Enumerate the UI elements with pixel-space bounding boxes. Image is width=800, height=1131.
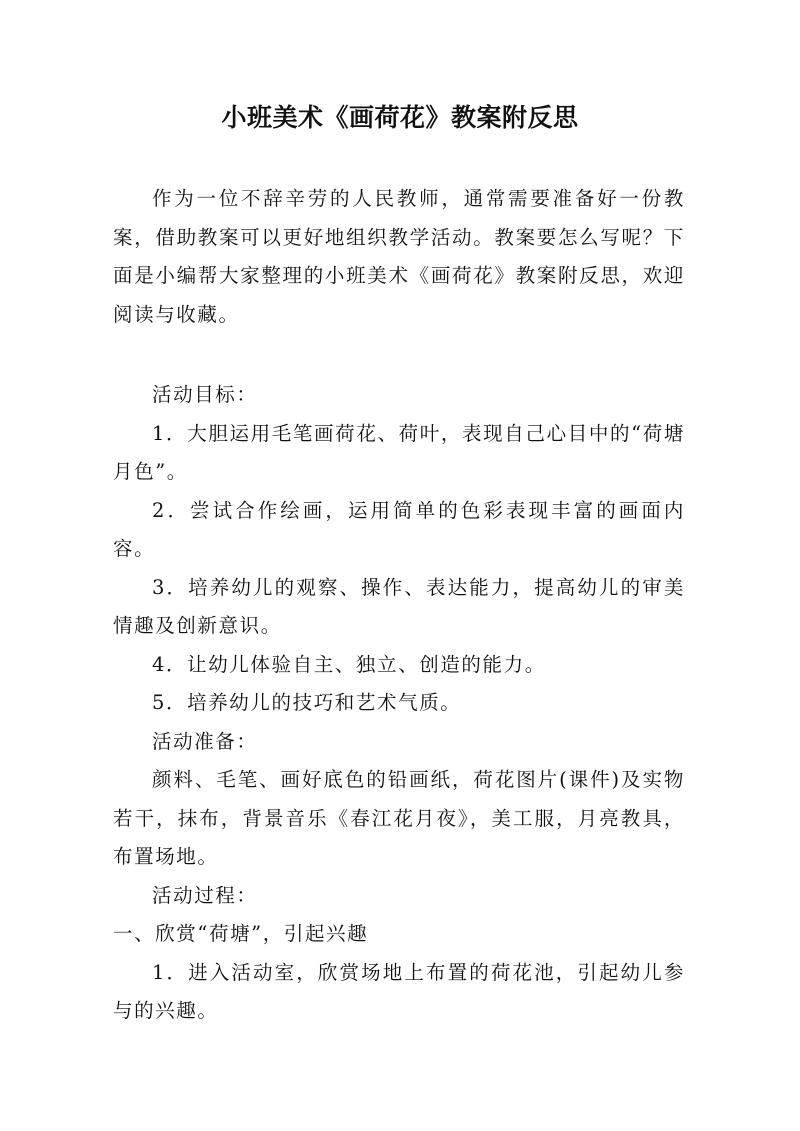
document-title: 小班美术《画荷花》教案附反思	[221, 103, 579, 132]
goal-item: 4．让幼儿体验自主、独立、创造的能力。	[152, 652, 546, 676]
goals-heading: 活动目标：	[152, 383, 258, 406]
prep-paragraph: 颜料、毛笔、画好底色的铅画纸，荷花图片(课件)及实物若干，抹布，背景音乐《春江花月夜》，美工服，月亮教具，布置场地。	[113, 768, 685, 868]
goal-item: 1．大胆运用毛笔画荷花、荷叶，表现自己心目中的“荷塘月色”。	[113, 421, 685, 483]
goal-item: 5．培养幼儿的技巧和艺术气质。	[152, 691, 462, 714]
document-body	[113, 180, 685, 1031]
process-heading: 活动过程：	[152, 883, 258, 907]
prep-heading: 活动准备：	[152, 729, 258, 753]
goal-item: 2．尝试合作绘画，运用简单的色彩表现丰富的画面内容。	[113, 498, 685, 560]
section-heading: 一、欣赏“荷塘”，引起兴趣	[113, 922, 369, 945]
goal-item: 3．培养幼儿的观察、操作、表达能力，提高幼儿的审美情趣及创新意识。	[113, 575, 685, 637]
paragraph-gap	[113, 334, 685, 376]
intro-paragraph: 作为一位不辞辛劳的人民教师，通常需要准备好一份教案，借助教案可以更好地组织教学活动。教案要怎么写呢？下面是小编帮大家整理的小班美术《画荷花》教案附反思，欢迎阅读与收藏。	[113, 187, 685, 326]
step-paragraph: 1．进入活动室，欣赏场地上布置的荷花池，引起幼儿参与的兴趣。	[113, 960, 685, 1022]
